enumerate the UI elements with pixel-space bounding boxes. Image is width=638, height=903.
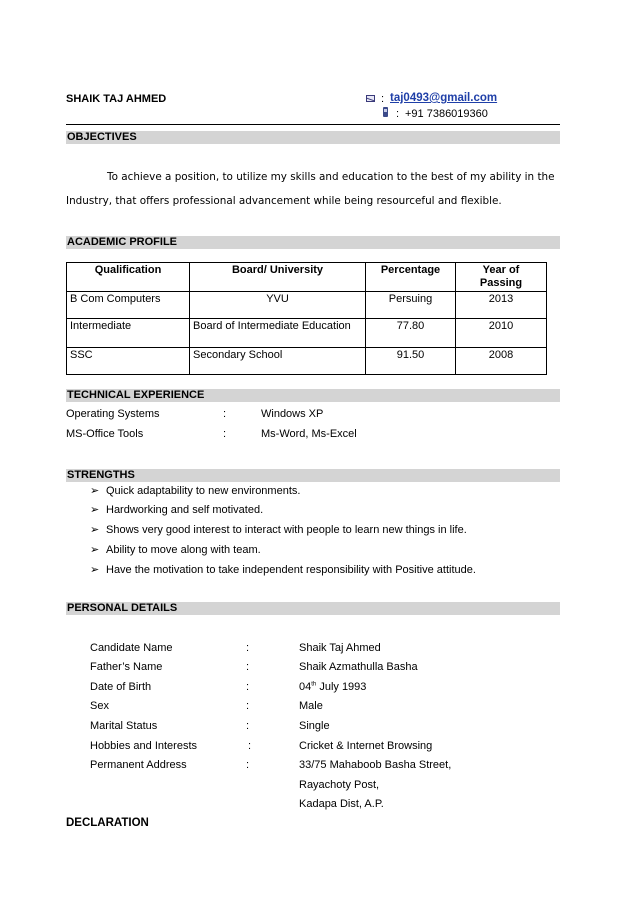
section-bar [66,131,560,144]
dob-day: 04 [299,681,312,693]
detail-label: Candidate Name [90,642,173,654]
table-row [67,319,547,348]
arrow-bullet-icon: ➢ [90,504,100,516]
column-header-board: Board/ University [190,263,366,292]
tech-label: MS-Office Tools [66,428,144,440]
detail-value: Shaik Taj Ahmed [299,642,381,654]
detail-value: 33/75 Mahaboob Basha Street, [299,759,452,771]
tech-label: Operating Systems [66,408,160,420]
section-bar [66,469,560,482]
dob-suffix: th [311,681,317,688]
email-link[interactable]: taj0493@gmail.com [390,92,498,104]
objective-line-2: Industry, that offers professional advancement while being resourceful and flexible. [66,195,502,207]
list-item: Have the motivation to take independent responsibility with Positive attitude. [106,564,476,576]
detail-label: Marital Status [90,720,158,732]
table-cell: 77.80 [366,319,456,348]
detail-separator: : [246,700,250,712]
academic-table [66,262,547,375]
detail-label: Father’s Name [90,661,163,673]
table-row [67,348,547,375]
column-header-percentage: Percentage [366,263,456,292]
arrow-bullet-icon: ➢ [90,544,100,556]
technical-experience-title: TECHNICAL EXPERIENCE [67,389,205,401]
list-item: Ability to move along with team. [106,544,261,556]
table-row [67,292,547,319]
envelope-icon [366,95,375,102]
dob-month-year: July 1993 [316,681,367,693]
academic-profile-heading [66,236,560,249]
table-cell: Secondary School [190,348,366,375]
detail-label: Hobbies and Interests [90,740,198,752]
detail-separator: : [246,681,250,693]
detail-label: Sex [90,700,109,712]
table-cell: YVU [190,292,366,319]
objective-line-1: To achieve a position, to utilize my skills and education to the best of my ability in the [107,171,555,183]
table-header-row [67,263,547,292]
detail-separator: : [246,642,250,654]
strengths-heading [66,469,560,482]
table-cell: 2013 [456,292,547,319]
table-cell: SSC [67,348,190,375]
detail-value: Single [299,720,330,732]
objectives-title: OBJECTIVES [67,131,137,143]
column-header-qualification: Qualification [67,263,190,292]
academic-profile-title: ACADEMIC PROFILE [67,236,177,248]
arrow-bullet-icon: ➢ [90,564,100,576]
list-item: Quick adaptability to new environments. [106,485,301,497]
detail-value: Male [299,700,323,712]
tech-separator: : [223,428,227,440]
detail-value: Cricket & Internet Browsing [299,740,433,752]
column-header-year: Year of Passing [456,263,547,292]
technical-experience-heading [66,389,560,402]
detail-separator: : [246,720,250,732]
email-separator: : [381,93,385,105]
mobile-phone-icon [383,107,388,117]
strengths-title: STRENGTHS [67,469,135,481]
table-cell: B Com Computers [67,292,190,319]
arrow-bullet-icon: ➢ [90,524,100,536]
detail-separator: : [246,759,250,771]
personal-details-heading [66,602,560,615]
declaration-heading: DECLARATION [66,817,149,829]
address-line: Kadapa Dist, A.P. [299,798,384,810]
detail-value: Shaik Azmathulla Basha [299,661,418,673]
header-divider [66,124,560,125]
list-item: Shows very good interest to interact with people to learn new things in life. [106,524,467,536]
list-item: Hardworking and self motivated. [106,504,264,516]
table-cell: Intermediate [67,319,190,348]
table-cell: Board of Intermediate Education [190,319,366,348]
arrow-bullet-icon: ➢ [90,485,100,497]
detail-separator: : [248,740,252,752]
phone-separator: : [396,108,400,120]
table-cell: 2008 [456,348,547,375]
personal-details-title: PERSONAL DETAILS [67,602,178,614]
table-cell: 2010 [456,319,547,348]
tech-separator: : [223,408,227,420]
table-cell: 91.50 [366,348,456,375]
detail-label: Date of Birth [90,681,152,693]
detail-separator: : [246,661,250,673]
tech-value: Ms-Word, Ms-Excel [261,428,357,440]
candidate-name-heading: SHAIK TAJ AHMED [66,93,167,105]
detail-label: Permanent Address [90,759,187,771]
objectives-heading [66,131,560,144]
phone-number: +91 7386019360 [405,108,488,120]
detail-value [299,681,366,693]
tech-value: Windows XP [261,408,324,420]
address-line: Rayachoty Post, [299,779,380,791]
table-cell: Persuing [366,292,456,319]
